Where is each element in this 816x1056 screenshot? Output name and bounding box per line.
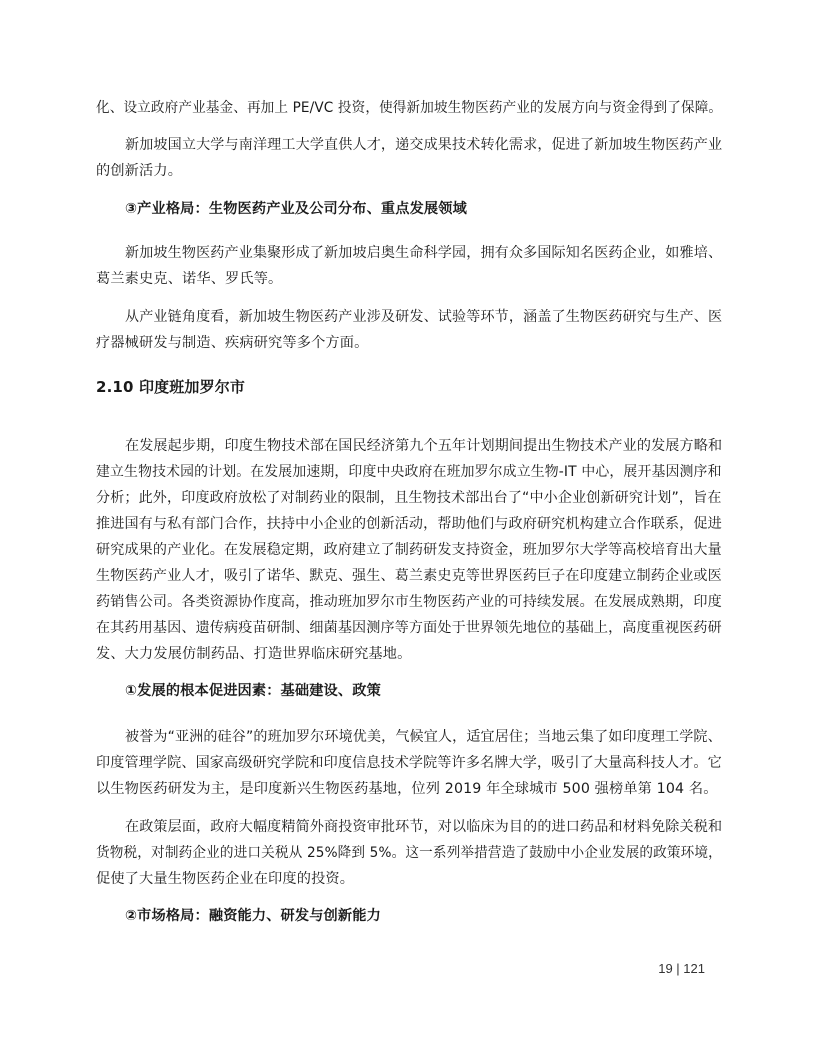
paragraph-line: 发、大力发展仿制药品、打造世界临床研究基地。 bbox=[96, 646, 412, 662]
paragraph-line: 在政策层面，政府大幅度精简外商投资审批环节，对以临床为目的的进口药品和材料免除关税和 bbox=[125, 819, 723, 835]
paragraph-line: 在其药用基因、遗传病疫苗研制、细菌基因测序等方面处于世界领先地位的基础上，高度重视医药研 bbox=[96, 620, 722, 636]
paragraph-line: 促使了大量生物医药企业在印度的投资。 bbox=[96, 871, 355, 887]
paragraph-line: 分析；此外，印度政府放松了对制药业的限制，且生物技术部出台了“中小企业创新研究计划”，旨在 bbox=[96, 490, 722, 506]
paragraph-line: 被誉为“亚洲的硅谷”的班加罗尔环境优美，气候宜人，适宜居住；当地云集了如印度理工学院、 bbox=[125, 729, 722, 745]
paragraph-line: 从产业链角度看，新加坡生物医药产业涉及研发、试验等环节，涵盖了生物医药研究与生产、医 bbox=[125, 309, 723, 325]
paragraph-line: 药销售公司。各类资源协作度高，推动班加罗尔市生物医药产业的可持续发展。在发展成熟期，印度 bbox=[96, 594, 722, 610]
subsection-heading: ③产业格局：生物医药产业及公司分布、重点发展领域 bbox=[125, 201, 467, 217]
paragraph-line: 的创新活力。 bbox=[96, 163, 183, 179]
subsection-heading: ②市场格局：融资能力、研发与创新能力 bbox=[125, 908, 381, 924]
section-heading: 2.10 印度班加罗尔市 bbox=[96, 378, 246, 396]
subsection-heading: ①发展的根本促进因素：基础建设、政策 bbox=[125, 683, 381, 699]
paragraph-line: 印度管理学院、国家高级研究学院和印度信息技术学院等许多名牌大学，吸引了大量高科技人才。它 bbox=[96, 755, 722, 771]
paragraph-line: 新加坡国立大学与南洋理工大学直供人才，递交成果技术转化需求，促进了新加坡生物医药产业 bbox=[125, 137, 723, 153]
paragraph-line: 研究成果的产业化。在发展稳定期，政府建立了制药研发支持资金，班加罗尔大学等高校培育出大量 bbox=[96, 542, 722, 558]
paragraph-line: 推进国有与私有部门合作，扶持中小企业的创新活动，帮助他们与政府研究机构建立合作联系，促进 bbox=[96, 516, 722, 532]
paragraph-line: 货物税，对制药企业的进口关税从 25%降到 5%。这一系列举措营造了鼓励中小企业发展的政策环境， bbox=[96, 845, 722, 861]
paragraph-line: 以生物医药研发为主，是印度新兴生物医药基地，位列 2019 年全球城市 500 强榜单第 104 名。 bbox=[96, 781, 718, 797]
paragraph-line: 在发展起步期，印度生物技术部在国民经济第九个五年计划期间提出生物技术产业的发展方略和 bbox=[125, 438, 723, 454]
paragraph-line: 疗器械研发与制造、疾病研究等多个方面。 bbox=[96, 335, 369, 351]
paragraph-line: 化、设立政府产业基金、再加上 PE/VC 投资，使得新加坡生物医药产业的发展方向与资金得到了保障。 bbox=[96, 100, 723, 116]
paragraph-line: 生物医药产业人才，吸引了诺华、默克、强生、葛兰素史克等世界医药巨子在印度建立制药企业或医 bbox=[96, 568, 722, 584]
paragraph-line: 建立生物技术园的计划。在发展加速期，印度中央政府在班加罗尔成立生物-IT 中心，展开基因测序和 bbox=[96, 464, 722, 480]
paragraph-line: 葛兰素史克、诺华、罗氏等。 bbox=[96, 271, 283, 287]
paragraph-line: 新加坡生物医药产业集聚形成了新加坡启奥生命科学园，拥有众多国际知名医药企业，如雅培、 bbox=[125, 245, 723, 261]
page-number: 19 | 121 bbox=[658, 961, 705, 976]
